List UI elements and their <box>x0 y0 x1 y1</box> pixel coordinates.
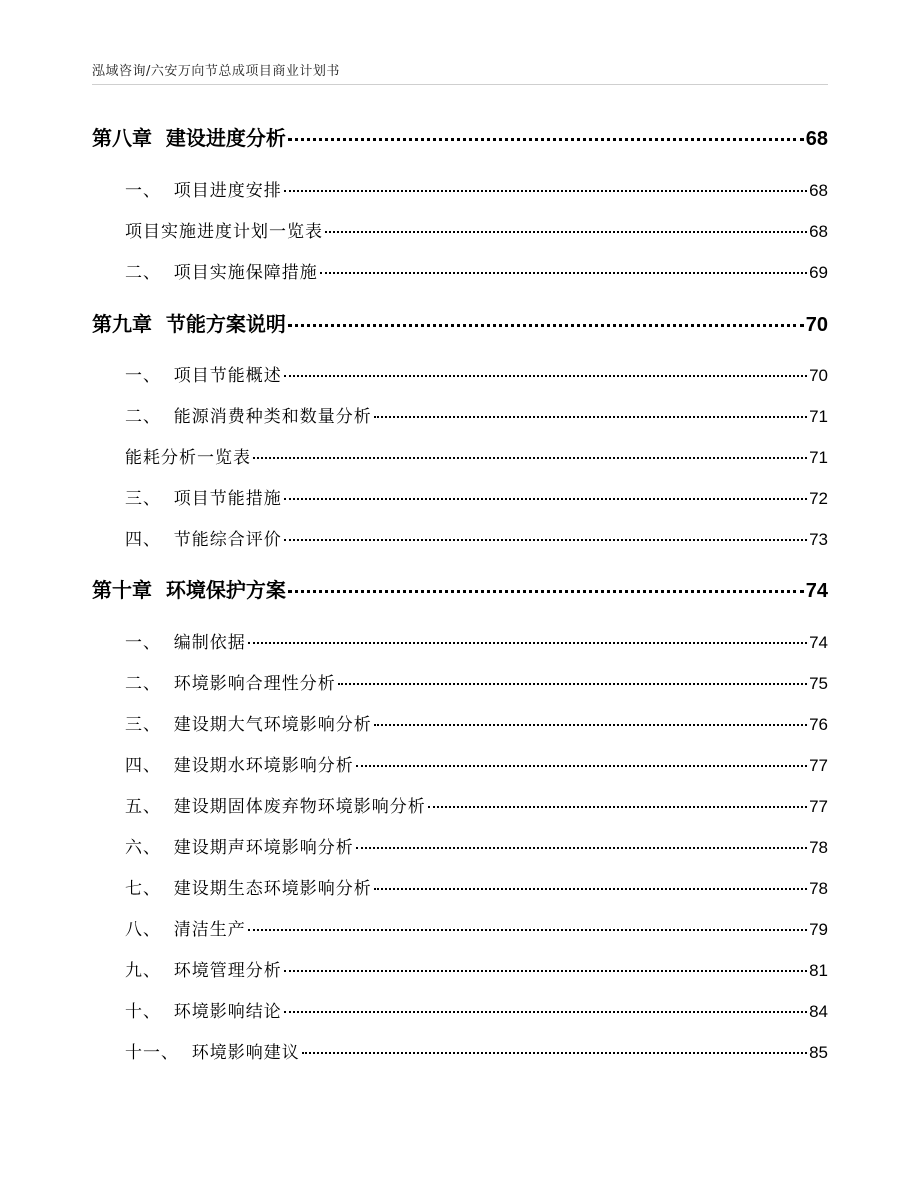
toc-entry-title: 项目实施进度计划一览表 <box>125 222 323 242</box>
toc-entry[interactable] <box>125 484 828 509</box>
toc-page-number: 75 <box>809 674 828 693</box>
toc-entry-title: 一、 编制依据 <box>125 633 246 653</box>
toc-dot-leader <box>325 231 807 233</box>
toc-entry-title: 四、 建设期水环境影响分析 <box>125 756 354 776</box>
toc-page-number: 71 <box>809 448 828 467</box>
toc-chapter-8[interactable] <box>92 122 828 151</box>
toc-dot-leader <box>248 642 807 644</box>
toc-entry-title: 第十章 环境保护方案 <box>92 578 286 602</box>
running-header: 泓域咨询/六安万向节总成项目商业计划书 <box>92 64 340 79</box>
toc-page-number: 70 <box>809 366 828 385</box>
toc-page-number: 68 <box>805 128 828 150</box>
toc-page-number: 78 <box>809 838 828 857</box>
toc-entry-title: 二、 环境影响合理性分析 <box>125 674 336 694</box>
toc-dot-leader <box>374 416 807 418</box>
toc-entry[interactable] <box>125 833 828 858</box>
toc-entry[interactable] <box>125 997 828 1022</box>
toc-dot-leader <box>320 272 807 274</box>
toc-dot-leader <box>284 190 807 192</box>
toc-chapter-10[interactable] <box>92 574 828 603</box>
toc-entry[interactable] <box>125 525 828 550</box>
toc-entry[interactable] <box>125 628 828 653</box>
toc-page-number: 77 <box>809 756 828 775</box>
toc-entry[interactable] <box>125 874 828 899</box>
toc-chapter-9[interactable] <box>92 308 828 337</box>
toc-page-number: 74 <box>809 633 828 652</box>
toc-dot-leader <box>374 724 807 726</box>
toc-entry-title: 第八章 建设进度分析 <box>92 126 286 150</box>
toc-entry-title: 三、 项目节能措施 <box>125 489 282 509</box>
toc-page-number: 78 <box>809 879 828 898</box>
toc-dot-leader <box>284 375 807 377</box>
toc-entry-title: 二、 能源消费种类和数量分析 <box>125 407 372 427</box>
toc-page-number: 84 <box>809 1002 828 1021</box>
toc-entry-title: 六、 建设期声环境影响分析 <box>125 838 354 858</box>
toc-dot-leader <box>253 457 807 459</box>
toc-dot-leader <box>284 1011 807 1013</box>
toc-entry[interactable] <box>125 669 828 694</box>
toc-dot-leader <box>288 324 804 327</box>
toc-page-number: 73 <box>809 530 828 549</box>
toc-dot-leader <box>302 1052 807 1054</box>
toc-dot-leader <box>288 138 804 141</box>
toc-entry-title: 第九章 节能方案说明 <box>92 312 286 336</box>
toc-entry[interactable] <box>125 1038 828 1063</box>
toc-dot-leader <box>356 847 807 849</box>
toc-page-number: 77 <box>809 797 828 816</box>
toc-entry[interactable] <box>125 258 828 283</box>
toc-page-number: 68 <box>809 222 828 241</box>
toc-page-number: 81 <box>809 961 828 980</box>
toc-page-number: 71 <box>809 407 828 426</box>
toc-entry[interactable] <box>125 915 828 940</box>
toc-page-number: 76 <box>809 715 828 734</box>
toc-entry[interactable] <box>125 751 828 776</box>
toc-page-number: 69 <box>809 263 828 282</box>
toc-entry[interactable] <box>125 361 828 386</box>
toc-page-number: 79 <box>809 920 828 939</box>
toc-entry-title: 能耗分析一览表 <box>125 448 251 468</box>
toc-entry-title: 十、 环境影响结论 <box>125 1002 282 1022</box>
toc-entry-title: 十一、 环境影响建议 <box>125 1043 300 1063</box>
toc-entry[interactable] <box>125 176 828 201</box>
toc-dot-leader <box>284 970 807 972</box>
toc-dot-leader <box>248 929 807 931</box>
toc-entry-title: 八、 清洁生产 <box>125 920 246 940</box>
toc-entry[interactable] <box>125 956 828 981</box>
header-divider <box>92 84 828 85</box>
toc-page-number: 72 <box>809 489 828 508</box>
toc-entry[interactable] <box>125 792 828 817</box>
toc-dot-leader <box>284 539 807 541</box>
toc-page-number: 85 <box>809 1043 828 1062</box>
toc-entry-title: 一、 项目进度安排 <box>125 181 282 201</box>
toc-dot-leader <box>284 498 807 500</box>
toc-dot-leader <box>288 590 804 593</box>
toc-entry-title: 三、 建设期大气环境影响分析 <box>125 715 372 735</box>
toc-dot-leader <box>428 806 807 808</box>
toc-entry-title: 九、 环境管理分析 <box>125 961 282 981</box>
toc-entry[interactable] <box>125 443 828 468</box>
toc-page-number: 70 <box>805 314 828 336</box>
toc-page-number: 74 <box>805 580 828 602</box>
toc-dot-leader <box>338 683 807 685</box>
toc-entry-title: 五、 建设期固体废弃物环境影响分析 <box>125 797 426 817</box>
toc-entry-title: 一、 项目节能概述 <box>125 366 282 386</box>
toc-entry-title: 二、 项目实施保障措施 <box>125 263 318 283</box>
toc-dot-leader <box>374 888 807 890</box>
toc-dot-leader <box>356 765 807 767</box>
toc-entry-title: 七、 建设期生态环境影响分析 <box>125 879 372 899</box>
toc-entry[interactable] <box>125 402 828 427</box>
toc-entry-title: 四、 节能综合评价 <box>125 530 282 550</box>
toc-entry[interactable] <box>125 710 828 735</box>
toc-page-number: 68 <box>809 181 828 200</box>
toc-entry[interactable] <box>125 217 828 242</box>
